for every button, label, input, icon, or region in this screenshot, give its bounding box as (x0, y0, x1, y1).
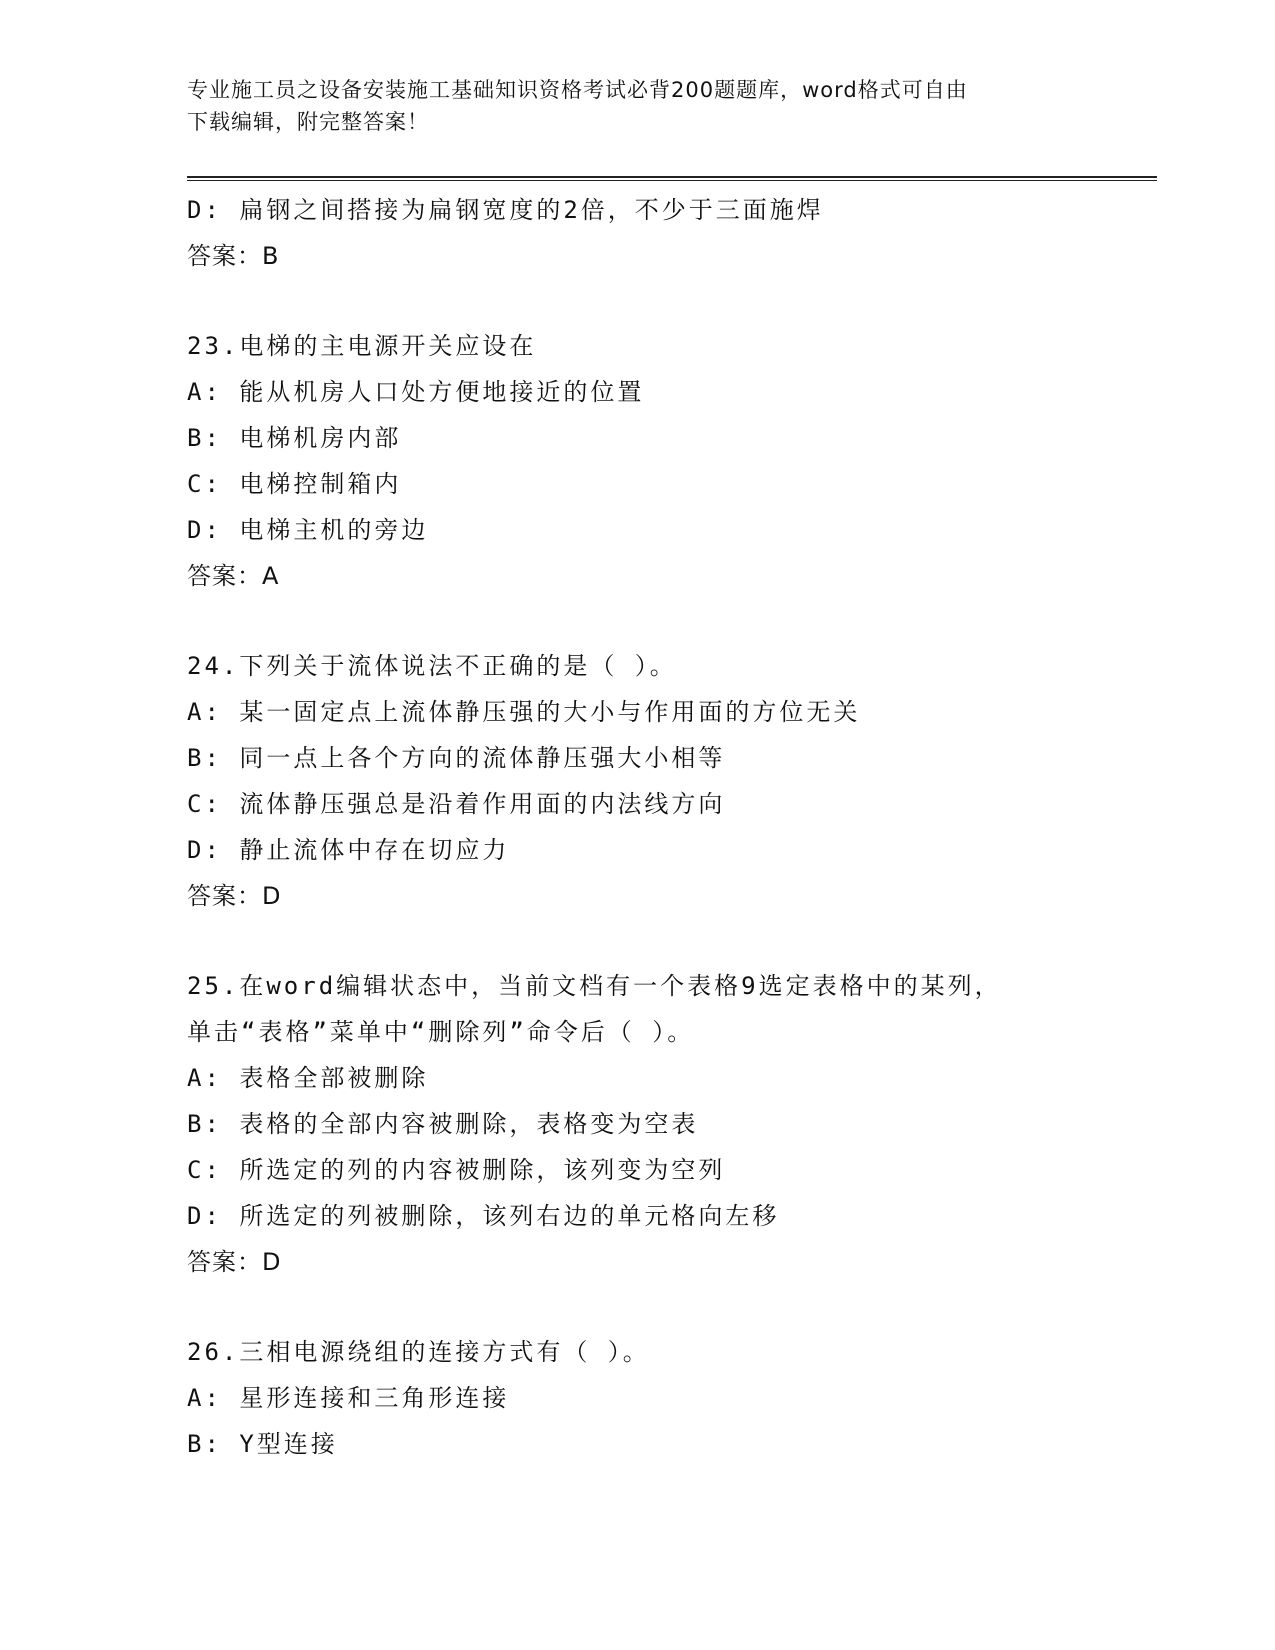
previous-question-tail (187, 187, 1127, 279)
option-a: A: 某一固定点上流体静压强的大小与作用面的方位无关 (187, 698, 861, 726)
question-stem: 23.电梯的主电源开关应设在 (187, 332, 537, 360)
option-a: A: 星形连接和三角形连接 (187, 1384, 510, 1412)
option-d: D: 所选定的列被删除，该列右边的单元格向左移 (187, 1202, 780, 1230)
option-d: D: 静止流体中存在切应力 (187, 836, 510, 864)
answer-line: 答案：A (187, 562, 280, 590)
option-c: C: 电梯控制箱内 (187, 470, 402, 498)
option-b: B: 同一点上各个方向的流体静压强大小相等 (187, 744, 726, 772)
option-b: B: 电梯机房内部 (187, 424, 402, 452)
answer-line: 答案：B (187, 242, 280, 270)
option-b: B: Y型连接 (187, 1430, 338, 1458)
option-a: A: 表格全部被删除 (187, 1064, 429, 1092)
question-26 (187, 1329, 1127, 1467)
question-stem-line-2: 单击“表格”菜单中“删除列”命令后（ ）。 (187, 1018, 695, 1046)
spacer (187, 919, 1127, 963)
option-b: B: 表格的全部内容被删除，表格变为空表 (187, 1110, 699, 1138)
option-d: D: 电梯主机的旁边 (187, 516, 429, 544)
spacer (187, 1285, 1127, 1329)
answer-line: 答案：D (187, 1248, 282, 1276)
option-a: A: 能从机房人口处方便地接近的位置 (187, 378, 645, 406)
option-c: C: 所选定的列的内容被删除，该列变为空列 (187, 1156, 726, 1184)
document-header (187, 74, 1067, 138)
question-list (187, 187, 1127, 1467)
header-line-2: 下载编辑，附完整答案！ (187, 110, 429, 134)
question-24 (187, 643, 1127, 919)
option-c: C: 流体静压强总是沿着作用面的内法线方向 (187, 790, 726, 818)
header-divider (187, 176, 1157, 181)
spacer (187, 279, 1127, 323)
question-stem-line-1: 25.在word编辑状态中，当前文档有一个表格9选定表格中的某列， (187, 972, 1002, 1000)
option-d: D: 扁钢之间搭接为扁钢宽度的2倍，不少于三面施焊 (187, 196, 824, 224)
header-line-1: 专业施工员之设备安装施工基础知识资格考试必背200题题库，word格式可自由 (187, 78, 968, 102)
question-25 (187, 963, 1127, 1285)
question-stem: 26.三相电源绕组的连接方式有（ ）。 (187, 1338, 650, 1366)
question-23 (187, 323, 1127, 599)
answer-line: 答案：D (187, 882, 282, 910)
question-stem: 24.下列关于流体说法不正确的是（ ）。 (187, 652, 677, 680)
spacer (187, 599, 1127, 643)
